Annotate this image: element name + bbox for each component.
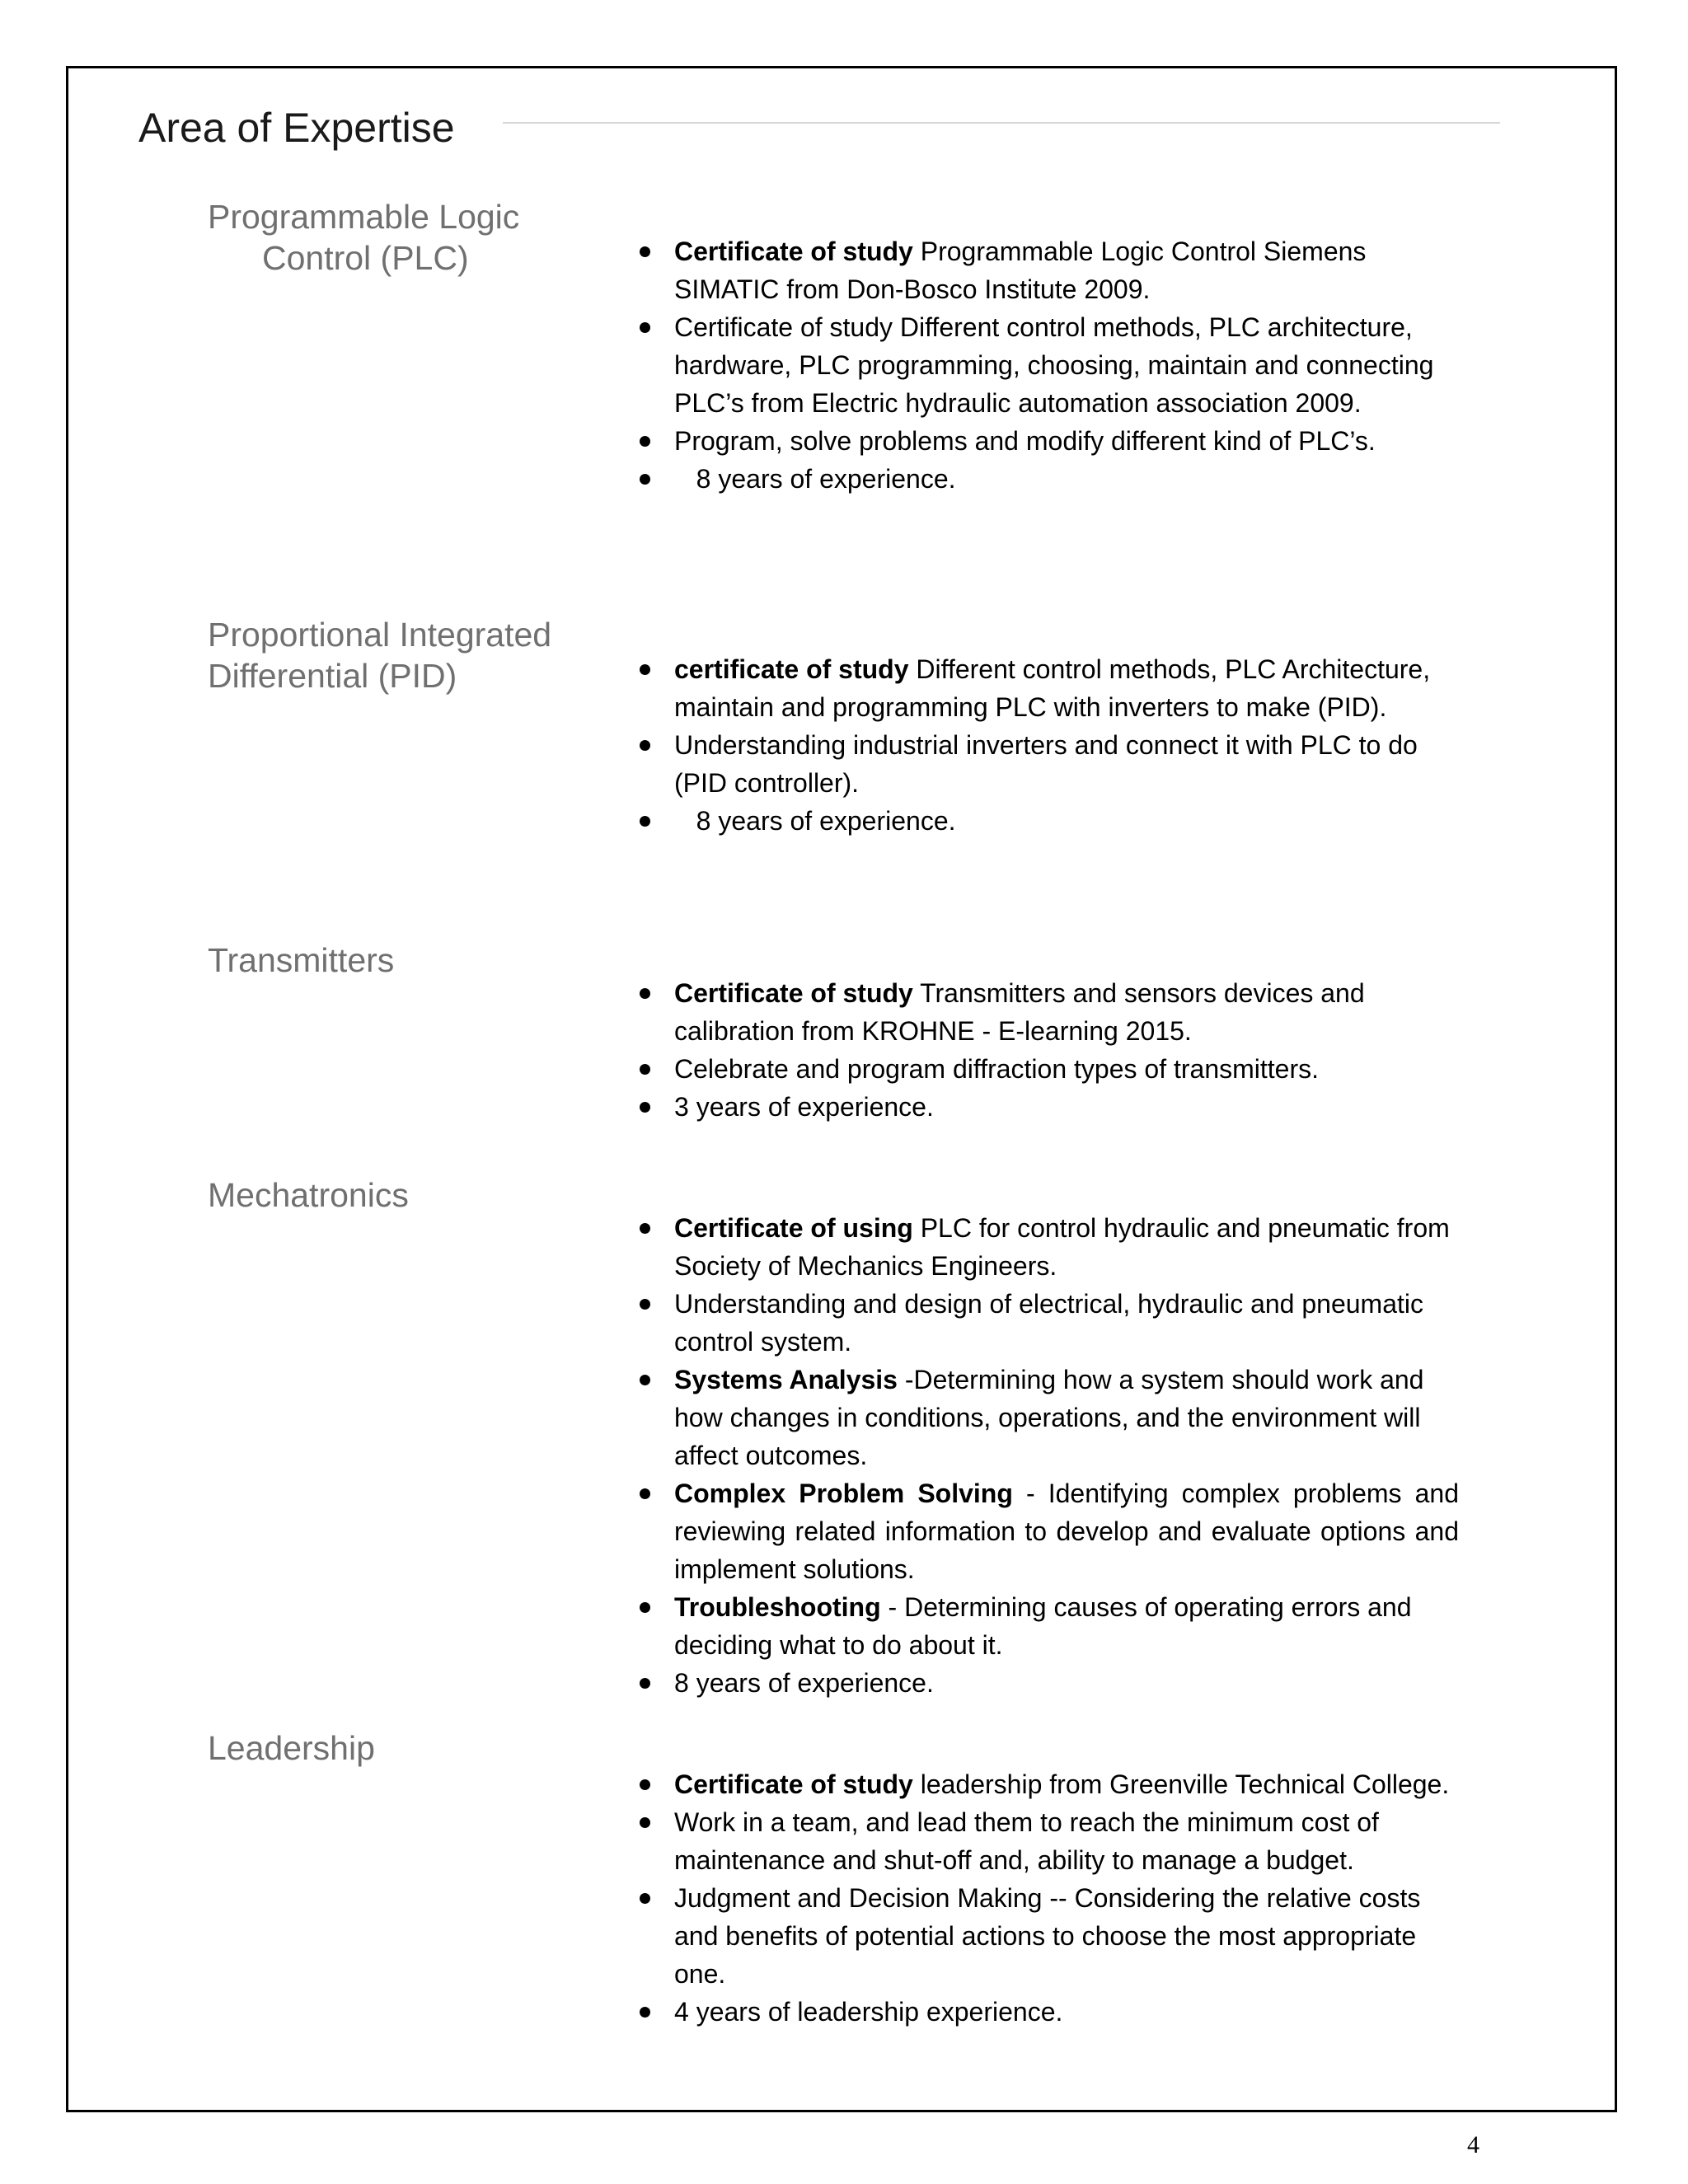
list-item (635, 1361, 1459, 1474)
item-text: 8 years of experience. (674, 464, 956, 494)
list-item (635, 974, 1459, 1050)
section-title (208, 1727, 375, 1769)
page-title: Area of Expertise (138, 105, 455, 151)
item-text: Celebrate and program diffraction types of transmitters. (674, 1054, 1319, 1084)
item-text: 8 years of experience. (674, 806, 956, 836)
section-title (208, 196, 519, 279)
list-item (635, 1765, 1459, 1803)
item-text: Program, solve problems and modify different kind of PLC’s. (674, 426, 1376, 456)
item-text: Different control methods, PLC Architecture, maintain and programming PLC with inverters to make (PID). (674, 654, 1431, 722)
item-bold: Troubleshooting (674, 1592, 881, 1622)
list-item (635, 1285, 1459, 1361)
title-divider (503, 122, 1500, 124)
item-list (635, 974, 1459, 1126)
list-item (635, 1474, 1459, 1588)
section-title-line1: Proportional Integrated (208, 616, 552, 654)
item-text: -Determining how a system should work and how changes in conditions, operations, and the environment will affect outcomes. (674, 1365, 1424, 1470)
item-text: Work in a team, and lead them to reach the minimum cost of maintenance and shut-off and, ability to manage a budget. (674, 1807, 1379, 1875)
item-bold: Certificate of study (674, 237, 913, 266)
item-text: Programmable Logic Control Siemens SIMATIC from Don-Bosco Institute 2009. (674, 237, 1367, 304)
section-title-line1: Leadership (208, 1729, 375, 1767)
section-title-line2: Differential (PID) (208, 657, 457, 695)
list-item (635, 1088, 1459, 1126)
list-item (635, 1588, 1459, 1664)
list-item (635, 1664, 1459, 1702)
item-text: Transmitters and sensors devices and calibration from KROHNE - E-learning 2015. (674, 978, 1365, 1046)
section-title-line1: Mechatronics (208, 1176, 409, 1214)
item-bold: Certificate of study (674, 1769, 913, 1799)
section-title (208, 614, 551, 696)
item-text: leadership from Greenville Technical College. (912, 1769, 1450, 1799)
list-item (635, 1803, 1459, 1879)
item-bold: Systems Analysis (674, 1365, 898, 1394)
section-title-line1: Transmitters (208, 941, 395, 979)
item-bold: Complex Problem Solving (674, 1479, 1013, 1508)
section-title (208, 940, 394, 981)
item-bold: Certificate of using (674, 1213, 913, 1243)
list-item (635, 460, 1459, 498)
item-text: 3 years of experience. (674, 1092, 934, 1122)
item-text: - Determining causes of operating errors and deciding what to do about it. (674, 1592, 1412, 1660)
item-text: PLC for control hydraulic and pneumatic from Society of Mechanics Engineers. (674, 1213, 1450, 1281)
section-title (208, 1174, 409, 1216)
item-list (635, 232, 1459, 498)
item-text: 8 years of experience. (674, 1668, 934, 1698)
item-list (635, 650, 1459, 840)
section-title-line1: Programmable Logic (208, 198, 520, 236)
item-list (635, 1765, 1459, 2031)
item-text: 4 years of leadership experience. (674, 1997, 1063, 2027)
section-title-line2: Control (PLC) (262, 239, 469, 277)
list-item (635, 422, 1459, 460)
item-text: - Identifying complex problems and reviewing related information to develop and evaluate options and implement solutions. (674, 1479, 1460, 1584)
item-list (635, 1209, 1459, 1702)
list-item (635, 1993, 1459, 2031)
list-item (635, 1879, 1459, 1993)
list-item (635, 308, 1459, 422)
list-item (635, 802, 1459, 840)
list-item (635, 1050, 1459, 1088)
list-item (635, 650, 1459, 726)
list-item (635, 726, 1459, 802)
item-bold: certificate of study (674, 654, 909, 684)
item-text: Certificate of study Different control methods, PLC architecture, hardware, PLC programming, choosing, maintain and connecting PLC’s from Electric hydraulic automation association 2009. (674, 312, 1434, 418)
list-item (635, 1209, 1459, 1285)
list-item (635, 232, 1459, 308)
page-number: 4 (1467, 2131, 1479, 2158)
item-text: Understanding and design of electrical, hydraulic and pneumatic control system. (674, 1289, 1423, 1357)
item-bold: Certificate of study (674, 978, 913, 1008)
item-text: Judgment and Decision Making -- Considering the relative costs and benefits of potential actions to choose the most appropriate one. (674, 1883, 1421, 1989)
item-text: Understanding industrial inverters and connect it with PLC to do (PID controller). (674, 730, 1418, 798)
